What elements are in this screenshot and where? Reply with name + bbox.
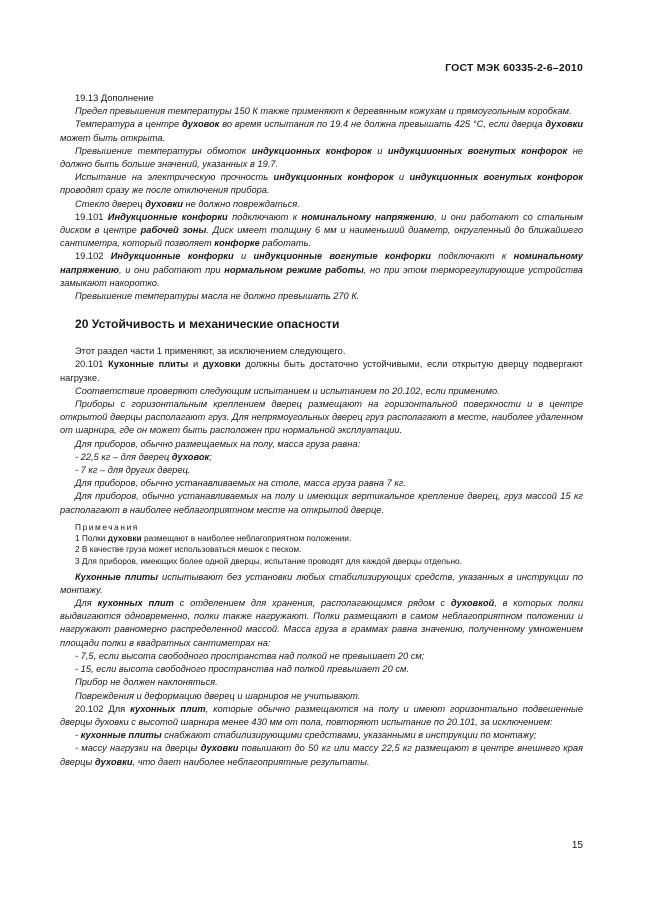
note-item: 2 В качестве груза может использоваться мешок с песком. (75, 544, 302, 555)
paragraph: Превышение температуры масла не должно превышать 270 К. (75, 291, 360, 302)
paragraph: Соответствие проверяют следующим испытанием и испытанием по 20.102, если применимо. (75, 385, 500, 396)
paragraph: Температура в центре духовок во время испытания по 19.4 не должна превышать 425 °С, если дверца духовки может быть открыта. (60, 119, 583, 143)
paragraph: Приборы с горизонтальным креплением дверец размещают на горизонтальной поверхности и в центре открытой дверцы располагают груз. Для непрямоугольных дверец груз располагают в месте, наиболее удаленном от шарнира, где он может быть расположен при нормальной эксплуатации. (60, 399, 583, 436)
paragraph: 19.13 Дополнение (75, 93, 154, 103)
notes-title: Примечания (75, 521, 139, 532)
paragraph: 19.102 Индукционные конфорки и индукционные вогнутые конфорки подключают к номинальному напряжению, и они работают при нормальном режиме работы, но при этом терморегулирующие устройства замыкают накоротко. (60, 251, 583, 288)
paragraph: Этот раздел части 1 применяют, за исключением следующего. (75, 346, 346, 357)
paragraph: Для приборов, обычно устанавливаемых на полу и имеющих вертикальное крепление дверец, груз массой 15 кг располагают в наиболее неблагоприятном месте на открытой дверце. (60, 491, 583, 515)
paragraph: 20.101 Кухонные плиты и духовки должны быть достаточно устойчивыми, если открытую дверцу подвергают нагрузке. (60, 359, 583, 383)
note-item: 1 Полки духовки размещают в наиболее неблагоприятном положении. (75, 532, 352, 543)
paragraph: Для приборов, обычно устанавливаемых на столе, масса груза равна 7 кг. (75, 478, 406, 489)
list-item: - 7,5, если высота свободного пространства над полкой не превышает 20 см; (75, 650, 425, 661)
page-number: 15 (571, 840, 583, 851)
paragraph: Прибор не должен наклоняться. (75, 677, 218, 688)
list-item: - 7 кг – для других дверец. (75, 465, 191, 476)
paragraph: Повреждения и деформацию дверец и шарниров не учитывают. (75, 690, 361, 701)
paragraph: Для кухонных плит с отделением для хранения, располагающимся рядом с духовкой, в которых полки выдвигаются одновременно, полки также нагружают. Полки размещают в самом неблагоприятном положении и нагружают равномерно распределенной массой. Масса груза в граммах равна значению, полученному умножением площади полки в квадратных сантиметрах на: (60, 598, 584, 648)
paragraph: Превышение температуры обмоток индукционных конфорок и индукциионных вогнутых конфорок не должно быть больше значений, указанных в 19.7. (60, 145, 583, 170)
paragraph: 20.102 Для кухонных плит, которые обычно размещаются на полу и имеют горизонтально подвешенные дверцы духовки с высотой шарнира менее 430 мм от пола, повторяют испытание по 20.101, за исключением: (60, 703, 584, 727)
page-body (60, 92, 583, 769)
list-item: - 22,5 кг – для дверец духовок; (75, 451, 212, 462)
paragraph: Для приборов, обычно размещаемых на полу, масса груза равна: (75, 438, 361, 449)
paragraph: Кухонные плиты испытывают без установки любых стабилизирующих средств, указанных в инструкции по монтажу. (60, 571, 584, 595)
list-item: - кухонные плиты снабжают стабилизирующими средствами, указанными в инструкции по монтажу; (75, 730, 537, 741)
list-item: - массу нагрузки на дверцы духовки повышают до 50 кг или массу 22,5 кг размещают в центре внешнего края дверцы духовки, что дает наиболее неблагоприятные результаты. (60, 743, 584, 767)
paragraph: Испытание на электрическую прочность индукционных конфорок и индукционных вогнутых конфорок проводят сразу же после отключения прибора. (60, 172, 583, 196)
paragraph: Стекло дверец духовки не должно повреждаться. (75, 198, 300, 209)
paragraph: 19.101 Индукционные конфорки подключают к номинальному напряжению, и они работают со стальным диском в центре рабочей зоны. Диск имеет толщину 6 мм и наименьший диаметр, округленный до ближайшего сантиметра, который позволяет конфорке работать. (60, 211, 584, 249)
document-header: ГОСТ МЭК 60335-2-6–2010 (445, 62, 583, 74)
section-heading: 20 Устойчивость и механические опасности (75, 317, 340, 332)
list-item: - 15, если высота свободного пространства над полкой превышает 20 см. (75, 664, 409, 675)
paragraph: Предел превышения температуры 150 К также применяют к деревянным кожухам и прямоугольным коробкам. (75, 106, 572, 117)
note-item: 3 Для приборов, имеющих более одной дверцы, испытание проводят для каждой дверцы отдельно. (75, 556, 462, 567)
